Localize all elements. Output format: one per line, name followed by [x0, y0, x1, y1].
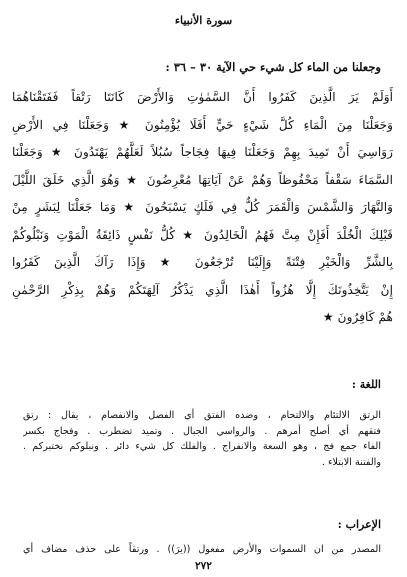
quran-verses [12, 84, 393, 332]
surah-title: سورة الأنبياء [174, 14, 233, 27]
verse-line: رَوَاسِيَ أَنْ تَمِيدَ بِهِمْ وَجَعَلْنَا فِيهَا فِجَاجاً سُبُلاً لَعَلَّهُمْ يَهْتَدُونَ ★ وَجَعَلْنَا [12, 145, 393, 159]
verse-line: قَبْلِكَ الْخُلْدَ أَفَإِنْ مِتَّ فَهُمُ الْخَالِدُونَ ★ كُلُّ نَفْسٍ ذَائِقَةُ الْمَوْتِ وَنَبْلُوكُمْ [12, 227, 393, 242]
lugha-section-label: اللغة : [351, 378, 381, 391]
irab-text [23, 542, 381, 558]
lugha-line: والفتنة الابتلاء . [321, 456, 381, 468]
lugha-text [23, 408, 381, 470]
verse-line: وَالنَّهَارَ وَالشَّمْسَ وَالْقَمَرَ كُلٌّ فِي فَلَكٍ يَسْبَحُونَ ★ وَمَا جَعَلْنَا لِبَشَرٍ مِنْ [12, 200, 393, 214]
lugha-line: الفاء جمع فج ، وهو السعة والانفراج . والفلك كل شيء دائر . ونبلوكم نختبركم . [23, 441, 381, 452]
page-number: ٢٧٢ [195, 560, 212, 572]
verse-line: أَوَلَمْ يَرَ الَّذِينَ كَفَرُوا أَنَّ السَّمٰوٰتِ وَالأَرْضَ كَانَتَا رَتْقاً فَفَتَقْنَاهُمَا [12, 90, 393, 104]
irab-line: المصدر من ان السموات والأرض مفعول ((يرَ)) . ورتقاً على حذف مضاف أي [23, 544, 381, 555]
verse-line: السَّمَاءَ سَقْفاً مَحْفُوظاً وَهُمْ عَنْ آيَاتِهَا مُعْرِضُونَ ★ وَهُوَ الَّذِي خَلَقَ اللَّيْلَ [12, 172, 393, 187]
lugha-line: الرتق الالتئام والالتحام ، وضده الفتق أي الفصل والانفصام ، يقال : رتق [23, 410, 381, 421]
verse-line: هُمْ كَافِرُونَ ★ [322, 310, 393, 324]
verse-line: وَجَعَلْنَا مِنَ الْمَاءِ كُلَّ شَيْءٍ حَيٍّ أَفَلَا يُؤْمِنُونَ ★ وَجَعَلْنَا فِي الأَرْضِ [12, 117, 393, 132]
verse-heading: وجعلنا من الماء كل شيء حي الآية ٣٠ – ٣٦ : [165, 60, 381, 74]
verse-line: إِنْ يَتَّخِذُونَكَ إِلَّا هُزُواً أَهٰذَا الَّذِي يَذْكُرُ آلِهَتَكُمْ وَهُمْ بِذِكْرِ الرَّحْمٰنِ [12, 282, 393, 297]
verse-line: بِالشَّرِّ وَالْخَيْرِ فِتْنَةً وَإِلَيْنَا تُرْجَعُونَ ★ وَإِذَا رَآكَ الَّذِينَ كَفَرُوا [12, 255, 393, 269]
irab-section-label: الإعراب : [337, 518, 381, 531]
lugha-line: فتقهم أي أصلح أمرهم . والرواسي الجبال . وتميد تضطرب . وفجاج بكسر [23, 425, 381, 437]
